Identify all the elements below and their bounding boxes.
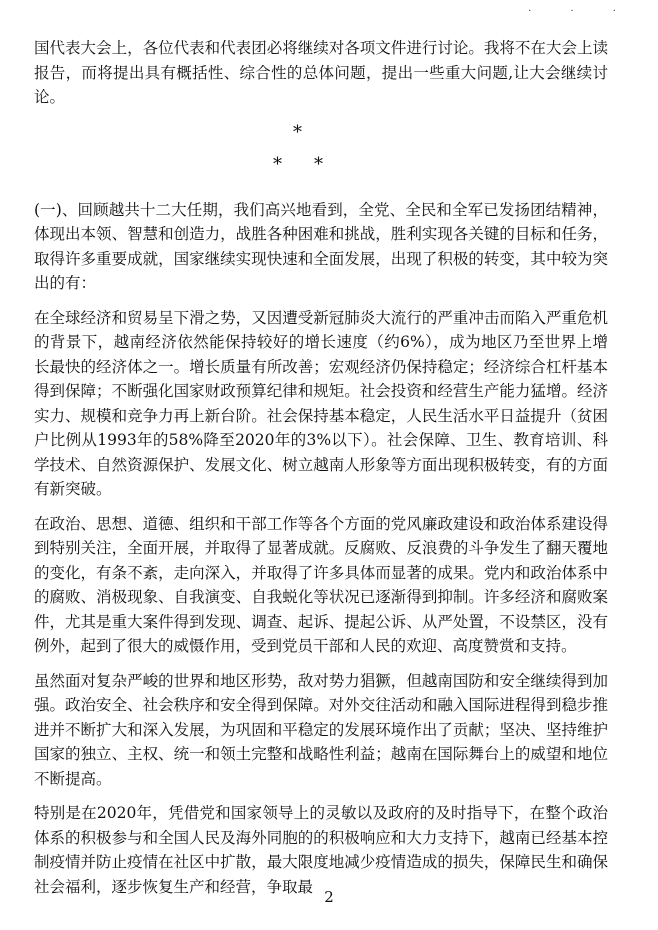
page-number: 2 [324, 888, 334, 906]
corner-marks: · · · [528, 6, 634, 17]
separator-star-right: * [314, 153, 323, 175]
page-content [34, 36, 608, 909]
body-paragraph-2: 在全球经济和贸易呈下滑之势，又因遭受新冠肺炎大流行的严重冲击而陷入严重危机的背景下，越南经济依然能保持较好的增长速度（约6%），成为地区乃至世界上增长最快的经济体之一。增长质量有所改善；宏观经济仍保持稳定；经济综合杠杆基本得到保障；不断强化国家财政预算纪律和规矩。社会投资和经营生产能力猛增。经济实力、规模和竞争力再上新台阶。社会保持基本稳定，人民生活水平日益提升（贫困户比例从1993年的58%降至2020年的3%以下）。社会保障、卫生、教育培训、科学技术、自然资源保护、发展文化、树立越南人形象等方面出现积极转变，有的方面有新突破。 [34, 308, 608, 498]
body-paragraph-4: 虽然面对复杂严峻的世界和地区形势，敌对势力猖獗，但越南国防和安全继续得到加强。政治安全、社会秩序和安全得到保障。对外交往活动和融入国际进程得到稳步推进并不断扩大和深入发展，为巩固和平稳定的发展环境作出了贡献；坚决、坚持维护国家的独立、主权、统一和领土完整和战略性利益；越南在国际舞台上的威望和地位不断提高。 [34, 671, 608, 788]
body-paragraph-1: (一)、回顾越共十二大任期，我们高兴地看到，全党、全民和全军已发扬团结精神，体现出本领、智慧和创造力，战胜各种困难和挑战，胜利实现各关键的目标和任务，取得许多重要成就，国家继续实现快速和全面发展，出现了积极的转变，其中较为突出的有： [34, 200, 608, 292]
separator-star-left: * [273, 153, 282, 175]
body-paragraph-5: 特别是在2020年，凭借党和国家领导上的灵敏以及政府的及时指导下，在整个政治体系的积极参与和全国人民及海外同胞的的积极响应和大力支持下，越南已经基本控制疫情并防止疫情在社区中扩散，最大限度地减少疫情造成的损失，保障民生和确保社会福利，逐步恢复生产和经营，争取最 [34, 804, 608, 896]
intro-paragraph: 国代表大会上，各位代表和代表团必将继续对各项文件进行讨论。我将不在大会上读报告，而将提出具有概括性、综合性的总体问题，提出一些重大问题,让大会继续讨论。 [34, 39, 608, 106]
section-separator [34, 120, 608, 192]
separator-star-top: * [293, 121, 302, 143]
body-paragraph-3: 在政治、思想、道德、组织和干部工作等各个方面的党风廉政建设和政治体系建设得到特别关注，全面开展，并取得了显著成就。反腐败、反浪费的斗争发生了翻天覆地的变化，有条不紊，走向深入，并取得了许多具体而显著的成果。党内和政治体系中的腐败、消极现象、自我演变、自我蜕化等状况已逐渐得到抑制。许多经济和腐败案件，尤其是重大案件得到发现、调查、起诉、提起公诉、从严处置，不设禁区，没有例外，起到了很大的威慑作用，受到党员干部和人民的欢迎、高度赞赏和支持。 [34, 514, 608, 655]
